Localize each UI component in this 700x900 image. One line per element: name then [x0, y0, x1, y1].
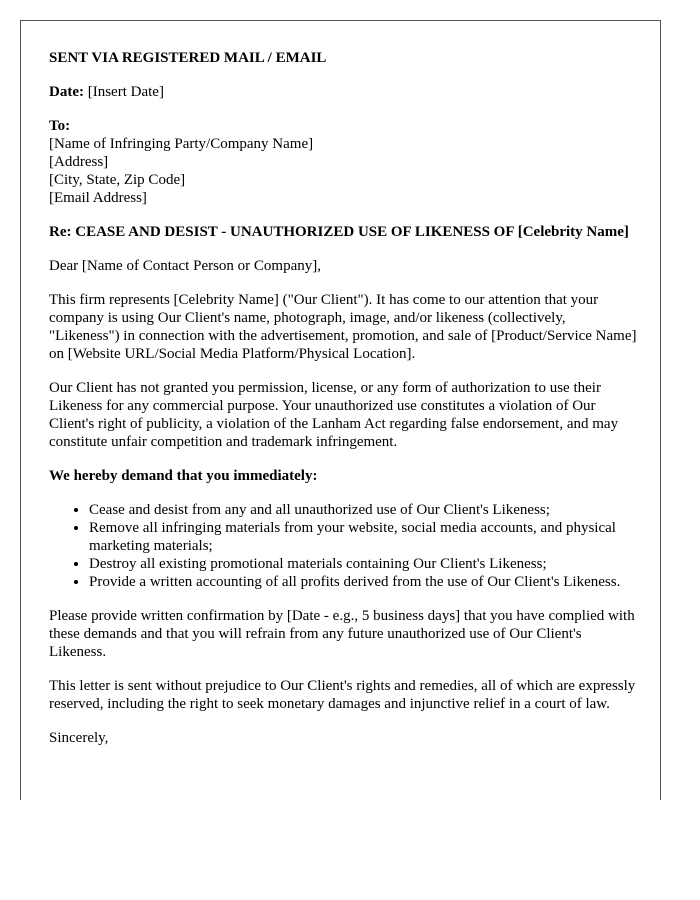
subject-line: Re: CEASE AND DESIST - UNAUTHORIZED USE OF LIKENESS OF [Celebrity Name] [49, 224, 629, 240]
paragraph-reservation: This letter is sent without prejudice to Our Client's rights and remedies, all of which are expressly reserved, including the right to seek monetary damages and injunctive relief in a court of law. [49, 678, 636, 712]
letter-page [20, 20, 661, 800]
demand-list [49, 501, 639, 591]
demand-item: • Remove all infringing materials from your website, social media accounts, and physical marketing materials; [89, 519, 639, 555]
to-label: To: [49, 118, 71, 134]
recipient-name: [Name of Infringing Party/Company Name] [49, 136, 314, 152]
delivery-method-heading: SENT VIA REGISTERED MAIL / EMAIL [49, 50, 327, 66]
paragraph-confirmation: Please provide written confirmation by [Date - e.g., 5 business days] that you have complied with these demands and that you will refrain from any future unauthorized use of Our Client's Likeness. [49, 608, 635, 660]
date-line [49, 83, 639, 101]
closing: Sincerely, [49, 730, 109, 746]
demand-item: • Provide a written accounting of all profits derived from the use of Our Client's Likeness. [89, 573, 639, 591]
paragraph-representation: This firm represents [Celebrity Name] ("Our Client"). It has come to our attention that your company is using Our Client's name, photograph, image, and/or likeness (collectively, "Likeness") in connection with the advertisement, promotion, and sale of [Product/Service Name] on [Website URL/Social Media Platform/Physical Location]. [49, 292, 637, 362]
salutation: Dear [Name of Contact Person or Company], [49, 258, 322, 274]
recipient-address: [Address] [49, 154, 109, 170]
demand-heading: We hereby demand that you immediately: [49, 468, 318, 484]
date-value: [Insert Date] [87, 84, 164, 100]
letter-body [49, 49, 639, 763]
recipient-block [49, 117, 639, 207]
demand-item: • Destroy all existing promotional materials containing Our Client's Likeness; [89, 555, 639, 573]
date-label: Date: [49, 84, 84, 100]
paragraph-violation: Our Client has not granted you permission, license, or any form of authorization to use their Likeness for any commercial purpose. Your unauthorized use constitutes a violation of Our Client's right of publicity, a violation of the Lanham Act regarding false endorsement, and may constitute unfair competition and trademark infringement. [49, 380, 619, 450]
recipient-email: [Email Address] [49, 190, 147, 206]
recipient-city-state-zip: [City, State, Zip Code] [49, 172, 186, 188]
demand-item: • Cease and desist from any and all unauthorized use of Our Client's Likeness; [89, 501, 639, 519]
